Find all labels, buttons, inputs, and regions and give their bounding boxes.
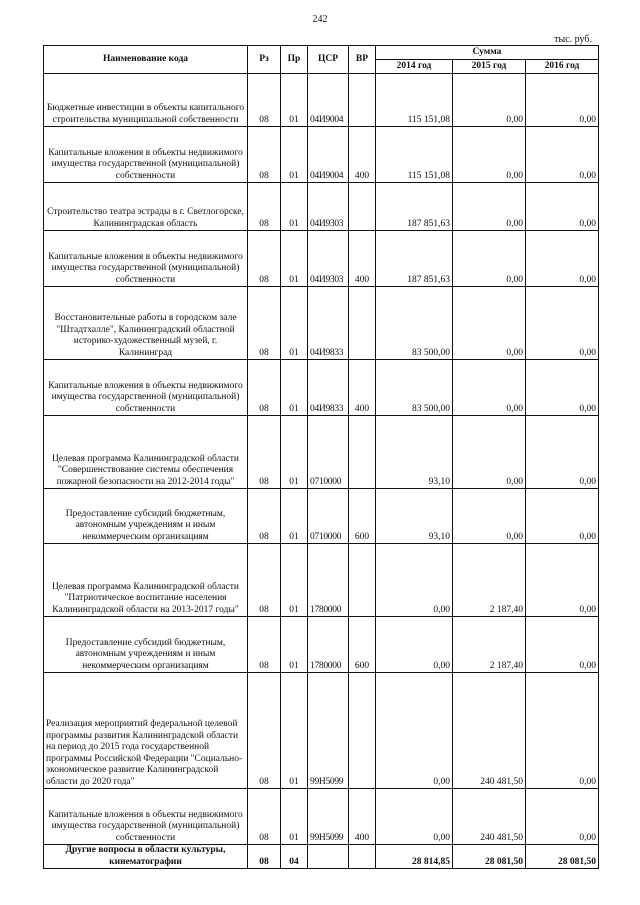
row-rz: 08	[248, 231, 281, 287]
row-pr: 01	[281, 416, 308, 489]
row-2015: 0,00	[453, 74, 526, 127]
table-row	[44, 617, 599, 673]
row-vr: 600	[349, 489, 376, 544]
row-name: Целевая программа Калининградской области "Совершенствование системы обеспечения пожарной безопасности на 2012-2014 годы"	[44, 416, 248, 489]
row-2014: 28 814,85	[376, 845, 453, 869]
row-name: Капитальные вложения в объекты недвижимого имущества государственной (муниципальной) собственности	[44, 231, 248, 287]
row-rz: 08	[248, 74, 281, 127]
table-row	[44, 127, 599, 183]
row-2016: 0,00	[526, 360, 599, 416]
row-pr: 01	[281, 617, 308, 673]
table-row	[44, 360, 599, 416]
row-name: Бюджетные инвестиции в объекты капитального строительства муниципальной собственности	[44, 74, 248, 127]
row-rz: 08	[248, 287, 281, 360]
row-2014: 0,00	[376, 617, 453, 673]
row-2015: 2 187,40	[453, 544, 526, 617]
row-vr	[349, 74, 376, 127]
row-2015: 0,00	[453, 489, 526, 544]
budget-table	[43, 45, 599, 869]
table-row	[44, 183, 599, 231]
row-pr: 01	[281, 183, 308, 231]
row-2014: 0,00	[376, 673, 453, 789]
row-2015: 240 481,50	[453, 673, 526, 789]
row-2015: 240 481,50	[453, 789, 526, 845]
row-rz: 08	[248, 789, 281, 845]
row-2016: 0,00	[526, 489, 599, 544]
table-row	[44, 287, 599, 360]
row-vr: 400	[349, 127, 376, 183]
row-pr: 01	[281, 673, 308, 789]
row-name: Восстановительные работы в городском зале "Штадтхалле", Калининградский областной историко-художественный музей, г. Калининград	[44, 287, 248, 360]
row-2015: 28 081,50	[453, 845, 526, 869]
row-2014: 0,00	[376, 544, 453, 617]
header-vr: ВР	[349, 46, 376, 74]
header-sum: Сумма	[376, 46, 599, 60]
row-rz: 08	[248, 489, 281, 544]
row-2014: 83 500,00	[376, 287, 453, 360]
row-csr: 04И9833	[308, 287, 349, 360]
row-vr	[349, 673, 376, 789]
row-pr: 01	[281, 544, 308, 617]
page-number: 242	[312, 14, 328, 25]
row-rz: 08	[248, 416, 281, 489]
table-row	[44, 544, 599, 617]
row-csr: 1780000	[308, 544, 349, 617]
row-vr	[349, 845, 376, 869]
row-pr: 01	[281, 489, 308, 544]
row-name: Предоставление субсидий бюджетным, автономным учреждениям и иным некоммерческим организациям	[44, 489, 248, 544]
row-rz: 08	[248, 845, 281, 869]
row-rz: 08	[248, 183, 281, 231]
header-rz: Рз	[248, 46, 281, 74]
row-vr	[349, 544, 376, 617]
row-2016: 0,00	[526, 617, 599, 673]
row-2016: 0,00	[526, 74, 599, 127]
row-csr: 04И9004	[308, 127, 349, 183]
row-pr: 01	[281, 74, 308, 127]
row-vr	[349, 416, 376, 489]
row-2014: 93,10	[376, 489, 453, 544]
row-rz: 08	[248, 617, 281, 673]
row-2016: 0,00	[526, 183, 599, 231]
row-csr: 0710000	[308, 416, 349, 489]
row-pr: 04	[281, 845, 308, 869]
row-csr: 04И9303	[308, 183, 349, 231]
row-2015: 0,00	[453, 416, 526, 489]
row-2016: 0,00	[526, 231, 599, 287]
table-row	[44, 74, 599, 127]
row-pr: 01	[281, 789, 308, 845]
row-vr: 600	[349, 617, 376, 673]
row-name: Целевая программа Калининградской области "Патриотическое воспитание населения Калининградской области на 2013-2017 годы"	[44, 544, 248, 617]
row-vr: 400	[349, 231, 376, 287]
currency-unit: тыс. руб.	[554, 34, 592, 45]
row-pr: 01	[281, 127, 308, 183]
row-pr: 01	[281, 360, 308, 416]
row-2015: 0,00	[453, 183, 526, 231]
row-pr: 01	[281, 287, 308, 360]
header-name: Наименование кода	[44, 46, 248, 74]
row-2014: 83 500,00	[376, 360, 453, 416]
table-row	[44, 489, 599, 544]
row-vr	[349, 287, 376, 360]
row-2014: 187 851,63	[376, 183, 453, 231]
row-rz: 08	[248, 544, 281, 617]
row-2014: 115 151,08	[376, 74, 453, 127]
row-2016: 0,00	[526, 544, 599, 617]
row-name: Строительство театра эстрады в г. Светлогорске, Калининградская область	[44, 183, 248, 231]
row-rz: 08	[248, 360, 281, 416]
row-2014: 187 851,63	[376, 231, 453, 287]
table-row	[44, 673, 599, 789]
row-csr: 04И9303	[308, 231, 349, 287]
table-row	[44, 789, 599, 845]
row-csr: 04И9004	[308, 74, 349, 127]
row-vr: 400	[349, 789, 376, 845]
row-2014: 115 151,08	[376, 127, 453, 183]
row-2016: 28 081,50	[526, 845, 599, 869]
row-name: Предоставление субсидий бюджетным, автономным учреждениям и иным некоммерческим организациям	[44, 617, 248, 673]
row-2014: 0,00	[376, 789, 453, 845]
row-name: Капитальные вложения в объекты недвижимого имущества государственной (муниципальной) собственности	[44, 360, 248, 416]
header-2014: 2014 год	[376, 60, 453, 74]
table-row	[44, 416, 599, 489]
header-pr: Пр	[281, 46, 308, 74]
header-2016: 2016 год	[526, 60, 599, 74]
row-2016: 0,00	[526, 673, 599, 789]
row-csr: 04И9833	[308, 360, 349, 416]
row-2014: 93,10	[376, 416, 453, 489]
row-2016: 0,00	[526, 416, 599, 489]
row-csr: 1780000	[308, 617, 349, 673]
row-rz: 08	[248, 127, 281, 183]
table-row	[44, 231, 599, 287]
row-csr: 0710000	[308, 489, 349, 544]
row-csr: 99Н5099	[308, 673, 349, 789]
row-2015: 0,00	[453, 231, 526, 287]
row-name: Капитальные вложения в объекты недвижимого имущества государственной (муниципальной) собственности	[44, 789, 248, 845]
table-body	[44, 74, 599, 869]
row-name: Реализация мероприятий федеральной целевой программы развития Калининградской области на период до 2015 года государственной программы Российской Федерации "Социально-экономическое развитие Калининградской области до 2020 года"	[44, 673, 248, 789]
row-name: Другие вопросы в области культуры, кинематографии	[44, 845, 248, 869]
row-2015: 0,00	[453, 360, 526, 416]
header-csr: ЦСР	[308, 46, 349, 74]
row-2015: 2 187,40	[453, 617, 526, 673]
row-vr: 400	[349, 360, 376, 416]
row-2016: 0,00	[526, 789, 599, 845]
row-vr	[349, 183, 376, 231]
row-2015: 0,00	[453, 287, 526, 360]
row-2016: 0,00	[526, 127, 599, 183]
row-2015: 0,00	[453, 127, 526, 183]
row-csr	[308, 845, 349, 869]
header-2015: 2015 год	[453, 60, 526, 74]
row-name: Капитальные вложения в объекты недвижимого имущества государственной (муниципальной) собственности	[44, 127, 248, 183]
row-rz: 08	[248, 673, 281, 789]
row-pr: 01	[281, 231, 308, 287]
row-csr: 99Н5099	[308, 789, 349, 845]
table-row	[44, 845, 599, 869]
row-2016: 0,00	[526, 287, 599, 360]
